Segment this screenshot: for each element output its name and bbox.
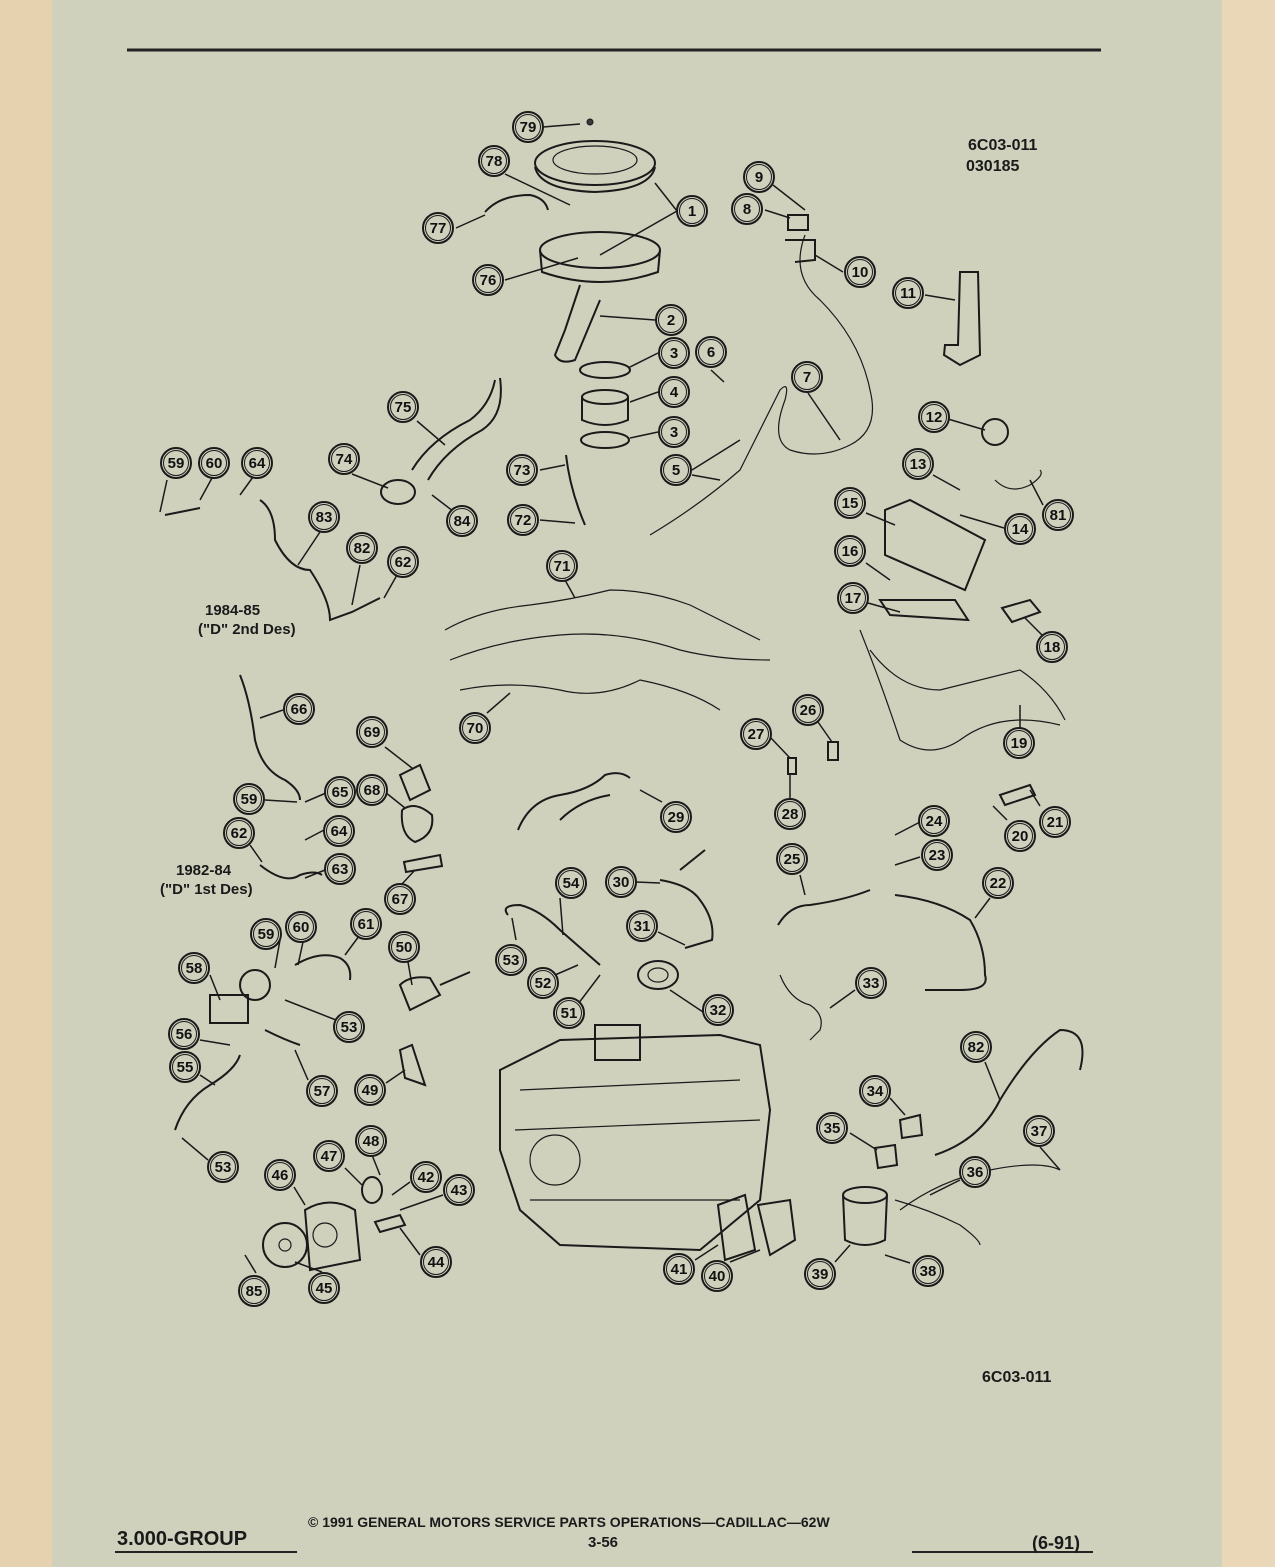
- callout-42: [411, 1162, 441, 1192]
- callout-60-low-number: 60: [292, 919, 310, 936]
- callout-82-low: [961, 1032, 991, 1062]
- callout-77-number: 77: [429, 220, 447, 237]
- callout-7-number: 7: [802, 369, 812, 386]
- callout-51: [554, 998, 584, 1028]
- callout-43: [444, 1175, 474, 1205]
- variant-label-1984-des: ("D" 2nd Des): [198, 621, 296, 638]
- callout-4: [659, 377, 689, 407]
- callout-30-number: 30: [612, 874, 630, 891]
- footer-revision: (6-91): [1032, 1533, 1081, 1553]
- callout-33-number: 33: [862, 975, 880, 992]
- callout-3-lower-number: 3: [669, 424, 679, 441]
- callout-12: [919, 402, 949, 432]
- callout-52: [528, 968, 558, 998]
- callout-33: [856, 968, 886, 998]
- callout-52-number: 52: [534, 975, 552, 992]
- callout-58: [179, 953, 209, 983]
- callout-46-number: 46: [271, 1167, 289, 1184]
- callout-7: [792, 362, 822, 392]
- callout-76-number: 76: [479, 272, 497, 289]
- callout-85-number: 85: [245, 1283, 263, 1300]
- callout-34-number: 34: [866, 1083, 884, 1100]
- callout-43-number: 43: [450, 1182, 468, 1199]
- callout-72-number: 72: [514, 512, 532, 529]
- callout-18: [1037, 632, 1067, 662]
- callout-12-number: 12: [925, 409, 943, 426]
- footer-group: 3.000-GROUP: [117, 1528, 248, 1550]
- callout-17-number: 17: [844, 590, 862, 607]
- callout-8-number: 8: [742, 201, 752, 218]
- callout-55-number: 55: [176, 1059, 194, 1076]
- callout-81: [1043, 500, 1073, 530]
- callout-42-number: 42: [417, 1169, 435, 1186]
- figure-code-top: 6C03-011: [968, 137, 1038, 154]
- callout-62-mid: [224, 818, 254, 848]
- callout-60-top-number: 60: [205, 455, 223, 472]
- callout-21-number: 21: [1046, 814, 1064, 831]
- callout-23-number: 23: [928, 847, 946, 864]
- callout-4-number: 4: [669, 384, 679, 401]
- footer-page-number: 3-56: [588, 1534, 619, 1551]
- callout-3-upper: [659, 338, 689, 368]
- callout-74: [329, 444, 359, 474]
- callout-58-number: 58: [185, 960, 203, 977]
- callout-3-upper-number: 3: [669, 345, 679, 362]
- callout-2-number: 2: [666, 312, 676, 329]
- callout-49: [355, 1075, 385, 1105]
- callout-1: [677, 196, 707, 226]
- callout-41: [664, 1254, 694, 1284]
- callout-44: [421, 1247, 451, 1277]
- callout-21: [1040, 807, 1070, 837]
- callout-76: [473, 265, 503, 295]
- callout-9: [744, 162, 774, 192]
- callout-56-number: 56: [175, 1026, 193, 1043]
- callout-46: [265, 1160, 295, 1190]
- callout-29: [661, 802, 691, 832]
- callout-13-number: 13: [909, 456, 927, 473]
- callout-65: [325, 777, 355, 807]
- callout-13: [903, 449, 933, 479]
- callout-9-number: 9: [754, 169, 764, 186]
- callout-11-number: 11: [900, 285, 916, 302]
- callout-51-number: 51: [560, 1005, 578, 1022]
- callout-45-number: 45: [315, 1280, 333, 1297]
- callout-50: [389, 932, 419, 962]
- paper-edge: [1222, 0, 1275, 1567]
- callout-17: [838, 583, 868, 613]
- callout-22: [983, 868, 1013, 898]
- callout-5-number: 5: [671, 462, 681, 479]
- variant-label-1984: 1984-85: [205, 602, 261, 619]
- callout-82-low-number: 82: [967, 1039, 985, 1056]
- callout-81-number: 81: [1049, 507, 1067, 524]
- callout-64-mid-number: 64: [330, 823, 348, 840]
- callout-39-number: 39: [811, 1266, 829, 1283]
- callout-47-number: 47: [320, 1148, 338, 1165]
- callout-10: [845, 257, 875, 287]
- callout-39: [805, 1259, 835, 1289]
- callout-16: [835, 536, 865, 566]
- callout-14: [1005, 514, 1035, 544]
- callout-75-number: 75: [394, 399, 412, 416]
- callout-62-top: [388, 547, 418, 577]
- callout-69: [357, 717, 387, 747]
- callout-6: [696, 337, 726, 367]
- callout-23: [922, 840, 952, 870]
- callout-64-top: [242, 448, 272, 478]
- callout-20-number: 20: [1011, 828, 1029, 845]
- callout-53-bottom-number: 53: [214, 1159, 232, 1176]
- callout-40: [702, 1261, 732, 1291]
- callout-25: [777, 844, 807, 874]
- callout-78-number: 78: [485, 153, 503, 170]
- callout-73: [507, 455, 537, 485]
- callout-61: [351, 909, 381, 939]
- callout-64-top-number: 64: [248, 455, 266, 472]
- callout-84-number: 84: [453, 513, 471, 530]
- callout-70-number: 70: [466, 720, 484, 737]
- callout-69-number: 69: [363, 724, 381, 741]
- callout-38-number: 38: [919, 1263, 937, 1280]
- callout-25-number: 25: [783, 851, 801, 868]
- callout-40-number: 40: [708, 1268, 726, 1285]
- callout-59-low: [251, 919, 281, 949]
- callout-66-number: 66: [290, 701, 308, 718]
- callout-60-top: [199, 448, 229, 478]
- callout-30: [606, 867, 636, 897]
- callout-54: [556, 868, 586, 898]
- callout-28: [775, 799, 805, 829]
- figure-code-bottom: 6C03-011: [982, 1369, 1052, 1386]
- callout-34: [860, 1076, 890, 1106]
- callout-32-number: 32: [709, 1002, 727, 1019]
- callout-47: [314, 1141, 344, 1171]
- callout-11: [893, 278, 923, 308]
- callout-71-number: 71: [553, 558, 571, 575]
- callout-41-number: 41: [670, 1261, 688, 1278]
- callout-59-low-number: 59: [257, 926, 275, 943]
- callout-53-low: [334, 1012, 364, 1042]
- callout-83-number: 83: [315, 509, 333, 526]
- callout-55: [170, 1052, 200, 1082]
- callout-8: [732, 194, 762, 224]
- callout-15: [835, 488, 865, 518]
- callout-15-number: 15: [841, 495, 859, 512]
- callout-24-number: 24: [925, 813, 943, 830]
- callout-31-number: 31: [633, 918, 651, 935]
- callout-37-number: 37: [1030, 1123, 1048, 1140]
- callout-62-mid-number: 62: [230, 825, 248, 842]
- callout-36: [960, 1157, 990, 1187]
- callout-68-number: 68: [363, 782, 381, 799]
- callout-53-bottom: [208, 1152, 238, 1182]
- callout-60-low: [286, 912, 316, 942]
- callout-35: [817, 1113, 847, 1143]
- callout-85: [239, 1276, 269, 1306]
- callout-28-number: 28: [781, 806, 799, 823]
- variant-label-1982-des: ("D" 1st Des): [160, 881, 253, 898]
- callout-16-number: 16: [841, 543, 859, 560]
- callout-75: [388, 392, 418, 422]
- callout-31: [627, 911, 657, 941]
- callout-19: [1004, 728, 1034, 758]
- callout-83: [309, 502, 339, 532]
- callout-53-mid-number: 53: [502, 952, 520, 969]
- callout-59-top-number: 59: [167, 455, 185, 472]
- callout-68: [357, 775, 387, 805]
- callout-26: [793, 695, 823, 725]
- callout-50-number: 50: [395, 939, 413, 956]
- callout-36-number: 36: [966, 1164, 984, 1181]
- callout-82-mid: [347, 533, 377, 563]
- callout-63: [325, 854, 355, 884]
- callout-53-low-number: 53: [340, 1019, 358, 1036]
- callout-54-number: 54: [562, 875, 580, 892]
- callout-49-number: 49: [361, 1082, 379, 1099]
- callout-72: [508, 505, 538, 535]
- callout-6-number: 6: [706, 344, 716, 361]
- callout-65-number: 65: [331, 784, 349, 801]
- callout-73-number: 73: [513, 462, 531, 479]
- callout-18-number: 18: [1043, 639, 1061, 656]
- callout-79: [513, 112, 543, 142]
- callout-56: [169, 1019, 199, 1049]
- callout-44-number: 44: [427, 1254, 445, 1271]
- callout-38: [913, 1256, 943, 1286]
- variant-label-1982: 1982-84: [176, 862, 232, 879]
- callout-27-number: 27: [747, 726, 765, 743]
- callout-27: [741, 719, 771, 749]
- callout-32: [703, 995, 733, 1025]
- callout-66: [284, 694, 314, 724]
- footer-copyright: © 1991 GENERAL MOTORS SERVICE PARTS OPERATIONS—CADILLAC—62W: [308, 1514, 830, 1530]
- callout-37: [1024, 1116, 1054, 1146]
- callout-53-mid: [496, 945, 526, 975]
- callout-2: [656, 305, 686, 335]
- callout-67-number: 67: [391, 891, 409, 908]
- callout-5: [661, 455, 691, 485]
- callout-63-number: 63: [331, 861, 349, 878]
- callout-26-number: 26: [799, 702, 817, 719]
- callout-82-mid-number: 82: [353, 540, 371, 557]
- callout-48: [356, 1126, 386, 1156]
- callout-67: [385, 884, 415, 914]
- callout-77: [423, 213, 453, 243]
- callout-3-lower: [659, 417, 689, 447]
- callout-35-number: 35: [823, 1120, 841, 1137]
- callout-45: [309, 1273, 339, 1303]
- callout-29-number: 29: [667, 809, 685, 826]
- callout-14-number: 14: [1011, 521, 1029, 538]
- callout-48-number: 48: [362, 1133, 380, 1150]
- callout-70: [460, 713, 490, 743]
- callout-24: [919, 806, 949, 836]
- callout-59-top: [161, 448, 191, 478]
- callout-71: [547, 551, 577, 581]
- callout-57: [307, 1076, 337, 1106]
- callout-61-number: 61: [357, 916, 375, 933]
- callout-57-number: 57: [313, 1083, 331, 1100]
- callout-1-number: 1: [687, 203, 697, 220]
- callout-19-number: 19: [1010, 735, 1028, 752]
- callout-22-number: 22: [989, 875, 1007, 892]
- callout-78: [479, 146, 509, 176]
- callout-64-mid: [324, 816, 354, 846]
- callout-84: [447, 506, 477, 536]
- callout-59-mid: [234, 784, 264, 814]
- callout-62-top-number: 62: [394, 554, 412, 571]
- figure-date-code: 030185: [966, 158, 1020, 175]
- callout-20: [1005, 821, 1035, 851]
- callout-79-number: 79: [519, 119, 537, 136]
- callout-10-number: 10: [851, 264, 869, 281]
- callout-74-number: 74: [335, 451, 353, 468]
- callout-59-mid-number: 59: [240, 791, 258, 808]
